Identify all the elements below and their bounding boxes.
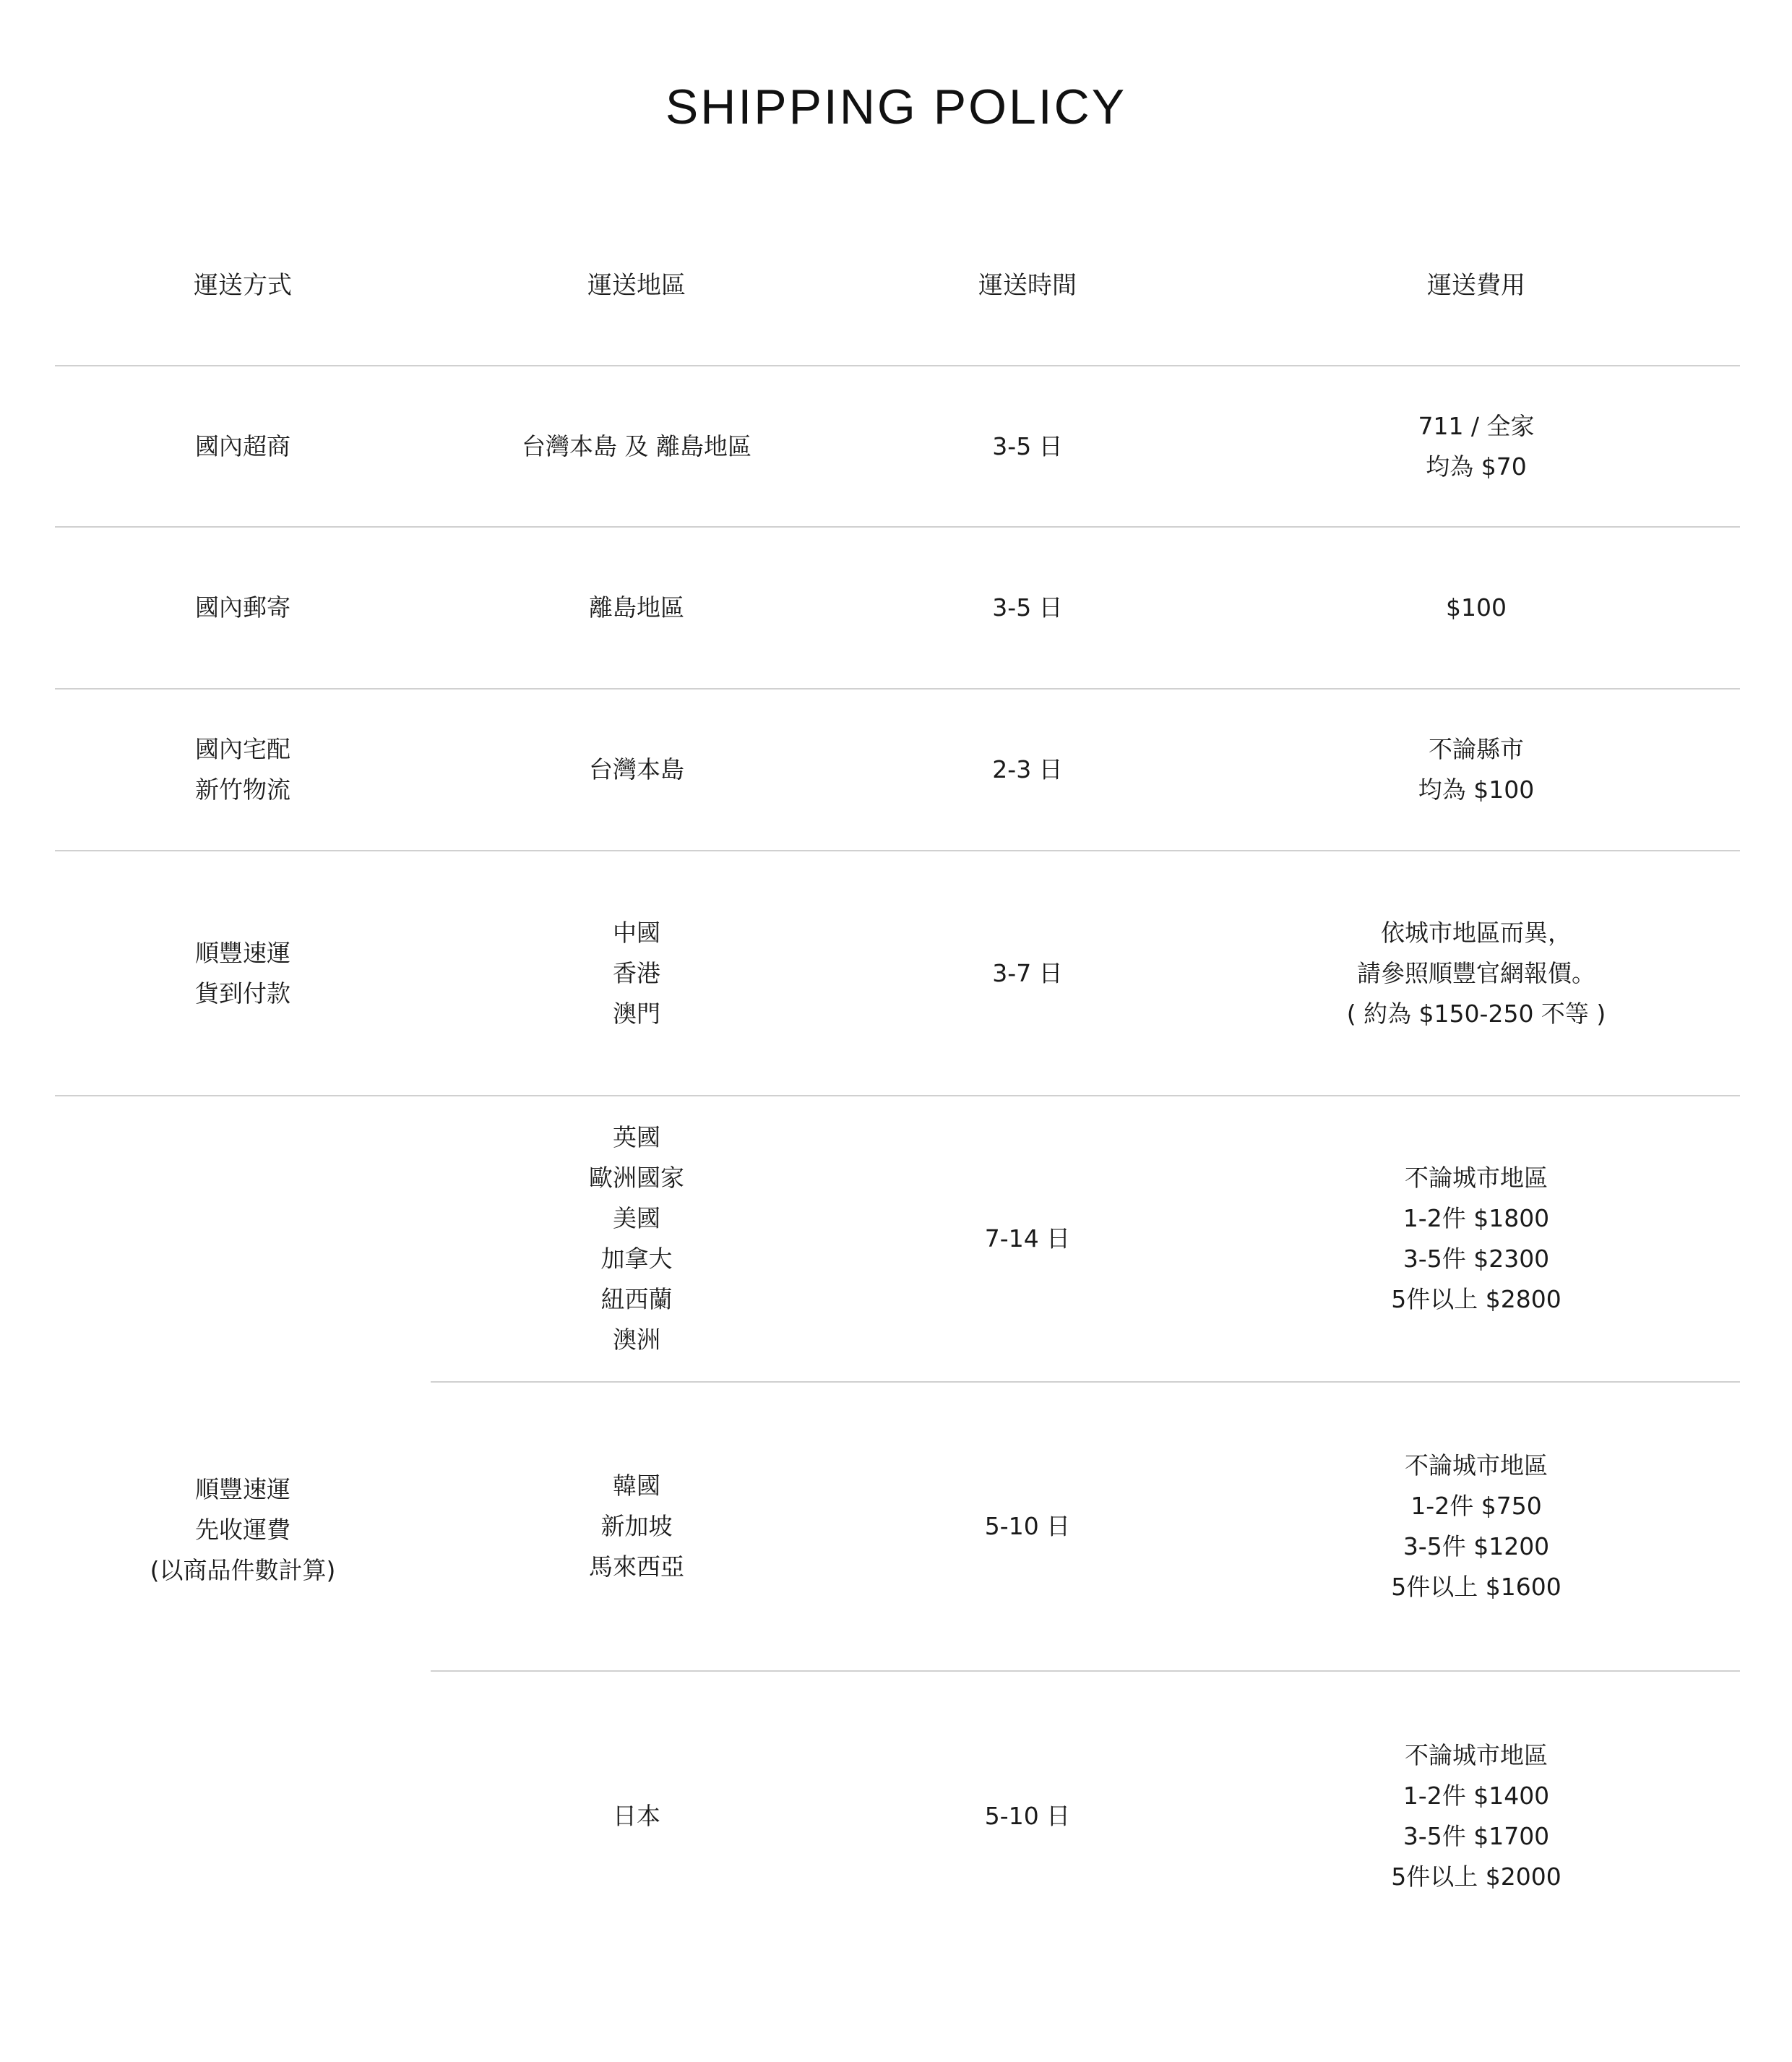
group-subrow1-fee: 不論城市地區 1-2件 $1800 3-5件 $2300 5件以上 $2800 xyxy=(1391,1164,1561,1313)
row2-method: 國內郵寄 xyxy=(195,593,290,622)
group-method: 順豐速運 先收運費 (以商品件數計算) xyxy=(150,1475,336,1584)
row2-fee: $100 xyxy=(1446,593,1507,622)
header-fee: 運送費用 xyxy=(1427,271,1525,300)
row3-method: 國內宅配 新竹物流 xyxy=(195,735,290,804)
header-time: 運送時間 xyxy=(978,271,1077,300)
group-subrow2-region: 韓國 新加坡 馬來西亞 xyxy=(589,1472,684,1581)
group-subrow1-region: 英國 歐洲國家 美國 加拿大 紐西蘭 澳洲 xyxy=(589,1123,684,1354)
row2-time: 3-5 日 xyxy=(992,593,1063,622)
row1-method: 國內超商 xyxy=(195,431,290,460)
group-subrow3-fee: 不論城市地區 1-2件 $1400 3-5件 $1700 5件以上 $2000 xyxy=(1391,1741,1561,1891)
row4-time: 3-7 日 xyxy=(992,958,1063,987)
row4-region: 中國 香港 澳門 xyxy=(613,918,660,1028)
row4-method: 順豐速運 貨到付款 xyxy=(195,938,290,1008)
group-subrow2-time: 5-10 日 xyxy=(984,1512,1071,1540)
group-subrow3-time: 5-10 日 xyxy=(984,1802,1071,1830)
page-title: SHIPPING POLICY xyxy=(665,80,1127,134)
header-region: 運送地區 xyxy=(587,271,686,300)
row4-fee: 依城市地區而異， 請參照順豐官網報價。 ( 約為 $150-250 不等 ) xyxy=(1346,918,1606,1028)
header-method: 運送方式 xyxy=(194,271,292,300)
group-subrow3-region: 日本 xyxy=(613,1802,660,1830)
row2-region: 離島地區 xyxy=(589,593,684,622)
row1-fee: 711 / 全家 均為 $70 xyxy=(1418,411,1535,481)
group-subrow1-time: 7-14 日 xyxy=(984,1224,1071,1253)
row3-fee: 不論縣市 均為 $100 xyxy=(1418,735,1535,804)
group-subrow2-fee: 不論城市地區 1-2件 $750 3-5件 $1200 5件以上 $1600 xyxy=(1391,1451,1561,1601)
row1-region: 台灣本島 及 離島地區 xyxy=(522,431,751,460)
row3-time: 2-3 日 xyxy=(992,755,1063,783)
row3-region: 台灣本島 xyxy=(589,755,684,783)
row1-time: 3-5 日 xyxy=(992,431,1063,460)
